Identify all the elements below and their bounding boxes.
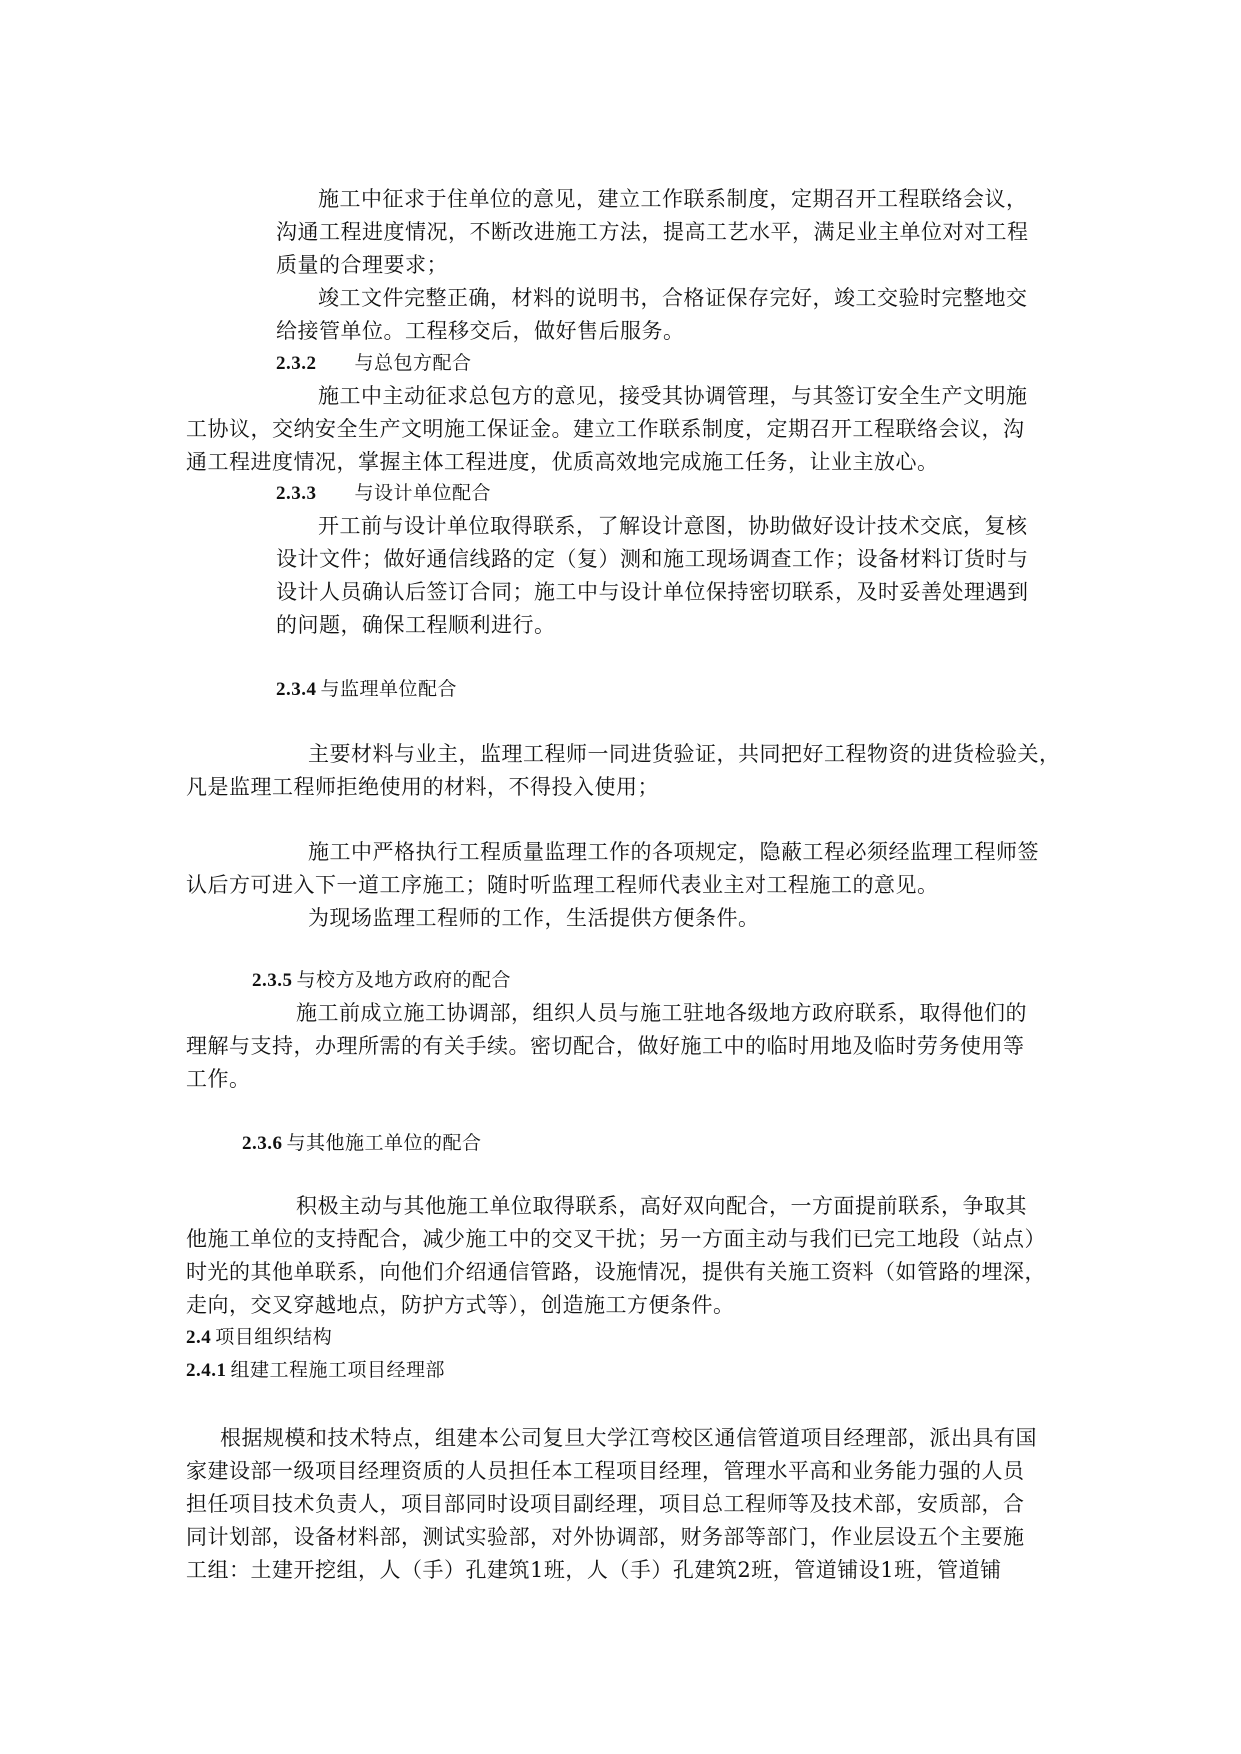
paragraph-line: 施工中主动征求总包方的意见，接受其协调管理，与其签订安全生产文明施 <box>318 384 1028 408</box>
paragraph-line: 开工前与设计单位取得联系，了解设计意图，协助做好设计技术交底，复核 <box>318 514 1028 538</box>
paragraph-line: 施工中征求于住单位的意见，建立工作联系制度，定期召开工程联络会议， <box>318 187 1028 211</box>
paragraph-line: 为现场监理工程师的工作，生活提供方便条件。 <box>308 906 760 930</box>
paragraph-line: 质量的合理要求； <box>276 253 448 277</box>
paragraph-line: 的问题，确保工程顺利进行。 <box>276 613 556 637</box>
paragraph-line: 担任项目技术负责人，项目部同时设项目副经理，项目总工程师等及技术部，安质部，合 <box>186 1492 1025 1516</box>
paragraph-line: 施工中严格执行工程质量监理工作的各项规定，隐蔽工程必须经监理工程师签 <box>308 840 1039 864</box>
heading-text: 与监理单位配合 <box>320 678 458 700</box>
section-heading-2-3-5 <box>252 964 511 997</box>
section-heading-2-3-3 <box>276 477 491 510</box>
section-heading-2-4-1 <box>186 1354 445 1387</box>
section-heading-2-3-4 <box>276 673 457 706</box>
heading-text: 与设计单位配合 <box>354 482 492 504</box>
heading-text: 项目组织结构 <box>215 1326 333 1348</box>
paragraph-line: 同计划部，设备材料部，测试实验部，对外协调部，财务部等部门，作业层设五个主要施 <box>186 1525 1025 1549</box>
paragraph-line: 施工前成立施工协调部，组织人员与施工驻地各级地方政府联系，取得他们的 <box>296 1001 1027 1025</box>
paragraph-line: 根据规模和技术特点，组建本公司复旦大学江弯校区通信管道项目经理部，派出具有国 <box>220 1426 1037 1450</box>
heading-number: 2.3.4 <box>276 679 317 700</box>
section-heading-2-3-6 <box>242 1127 482 1160</box>
paragraph-line: 时光的其他单联系，向他们介绍通信管路，设施情况，提供有关施工资料（如管路的埋深， <box>186 1260 1046 1284</box>
paragraph-line: 认后方可进入下一道工序施工；随时听监理工程师代表业主对工程施工的意见。 <box>186 873 939 897</box>
paragraph-line: 设计人员确认后签订合同；施工中与设计单位保持密切联系，及时妥善处理遇到 <box>276 580 1029 604</box>
paragraph-line: 工作。 <box>186 1067 251 1091</box>
paragraph-line: 凡是监理工程师拒绝使用的材料，不得投入使用； <box>186 775 659 799</box>
paragraph-line: 他施工单位的支持配合，减少施工中的交叉干扰；另一方面主动与我们已完工地段（站点） <box>186 1227 1046 1251</box>
section-heading-2-3-2 <box>276 347 472 380</box>
paragraph-line: 主要材料与业主，监理工程师一同进货验证，共同把好工程物资的进货检验关， <box>308 742 1061 766</box>
paragraph-line: 设计文件；做好通信线路的定（复）测和施工现场调查工作；设备材料订货时与 <box>276 547 1029 571</box>
heading-number: 2.4 <box>186 1327 212 1348</box>
section-heading-2-4 <box>186 1321 332 1354</box>
paragraph-line: 理解与支持，办理所需的有关手续。密切配合，做好施工中的临时用地及临时劳务使用等 <box>186 1034 1025 1058</box>
heading-number: 2.3.5 <box>252 970 293 991</box>
paragraph-line: 竣工文件完整正确，材料的说明书，合格证保存完好，竣工交验时完整地交 <box>318 286 1028 310</box>
paragraph-line: 工协议，交纳安全生产文明施工保证金。建立工作联系制度，定期召开工程联络会议，沟 <box>186 417 1025 441</box>
paragraph-line: 沟通工程进度情况，不断改进施工方法，提高工艺水平，满足业主单位对对工程 <box>276 220 1029 244</box>
paragraph-line: 积极主动与其他施工单位取得联系，高好双向配合，一方面提前联系，争取其 <box>296 1194 1027 1218</box>
paragraph-line: 走向，交叉穿越地点，防护方式等），创造施工方便条件。 <box>186 1293 735 1317</box>
paragraph-line: 给接管单位。工程移交后，做好售后服务。 <box>276 319 685 343</box>
paragraph-line: 家建设部一级项目经理资质的人员担任本工程项目经理，管理水平高和业务能力强的人员 <box>186 1459 1025 1483</box>
paragraph-line: 通工程进度情况，掌握主体工程进度，优质高效地完成施工任务，让业主放心。 <box>186 450 939 474</box>
heading-number: 2.4.1 <box>186 1360 227 1381</box>
heading-text: 与总包方配合 <box>354 352 472 374</box>
heading-number: 2.3.2 <box>276 353 317 374</box>
heading-text: 与其他施工单位的配合 <box>286 1132 482 1154</box>
heading-text: 与校方及地方政府的配合 <box>296 969 512 991</box>
heading-number: 2.3.3 <box>276 483 317 504</box>
heading-number: 2.3.6 <box>242 1133 283 1154</box>
heading-text: 组建工程施工项目经理部 <box>230 1359 446 1381</box>
paragraph-line: 工组：土建开挖组，人（手）孔建筑1班，人（手）孔建筑2班，管道铺设1班，管道铺 <box>186 1558 1002 1582</box>
